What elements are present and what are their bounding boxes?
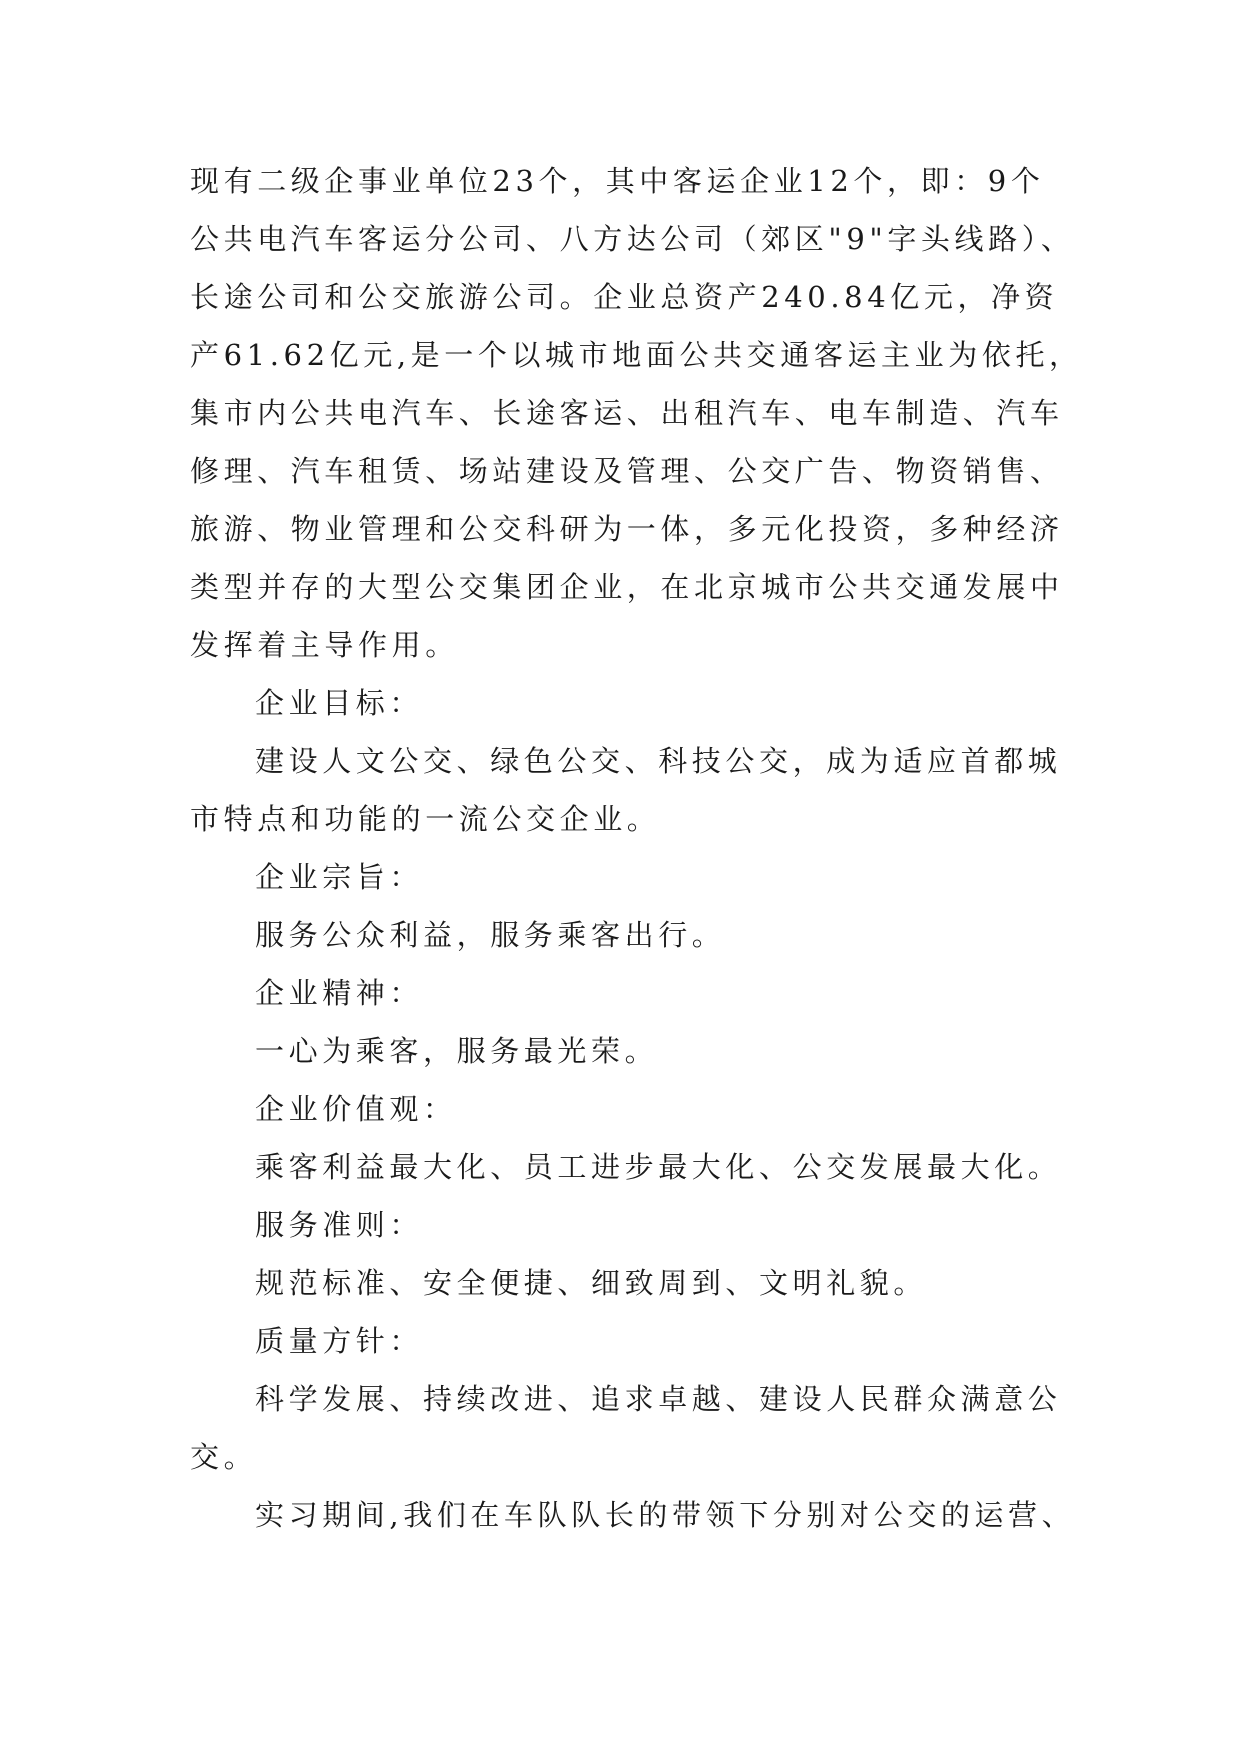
paragraph-line: 发挥着主导作用。	[190, 628, 459, 662]
section-heading-service-principles: 服务准则：	[255, 1208, 424, 1242]
paragraph-line: 类型并存的大型公交集团企业，在北京城市公共交通发展中	[190, 570, 1064, 604]
paragraph-line: 实习期间,我们在车队队长的带领下分别对公交的运营、	[255, 1498, 1076, 1532]
paragraph-line: 交。	[190, 1440, 258, 1474]
paragraph-line: 公共电汽车客运分公司、八方达公司（郊区"9"字头线路）、	[190, 222, 1075, 256]
paragraph-line: 服务公众利益，服务乘客出行。	[255, 918, 726, 952]
paragraph-line: 市特点和功能的一流公交企业。	[190, 802, 661, 836]
paragraph-line: 建设人文公交、绿色公交、科技公交，成为适应首都城	[255, 744, 1062, 778]
paragraph-line: 集市内公共电汽车、长途客运、出租汽车、电车制造、汽车	[190, 396, 1064, 430]
section-heading-quality-policy: 质量方针：	[255, 1324, 424, 1358]
paragraph-line: 乘客利益最大化、员工进步最大化、公交发展最大化。	[255, 1150, 1062, 1184]
document-body	[190, 152, 1083, 1544]
paragraph-line: 一心为乘客，服务最光荣。	[255, 1034, 659, 1068]
paragraph-line: 规范标准、安全便捷、细致周到、文明礼貌。	[255, 1266, 928, 1300]
section-heading-purpose: 企业宗旨：	[255, 860, 424, 894]
paragraph-line: 长途公司和公交旅游公司。企业总资产240.84亿元，净资	[190, 280, 1059, 314]
section-heading-goal: 企业目标：	[255, 686, 424, 720]
section-heading-values: 企业价值观：	[255, 1092, 457, 1126]
paragraph-line: 旅游、物业管理和公交科研为一体，多元化投资，多种经济	[190, 512, 1064, 546]
paragraph-line: 科学发展、持续改进、追求卓越、建设人民群众满意公	[255, 1382, 1062, 1416]
paragraph-line: 修理、汽车租赁、场站建设及管理、公交广告、物资销售、	[190, 454, 1064, 488]
section-heading-spirit: 企业精神：	[255, 976, 424, 1010]
paragraph-line: 产61.62亿元,是一个以城市地面公共交通客运主业为依托，	[190, 338, 1083, 372]
paragraph-line: 现有二级企事业单位23个，其中客运企业12个，即：9个	[190, 164, 1045, 198]
